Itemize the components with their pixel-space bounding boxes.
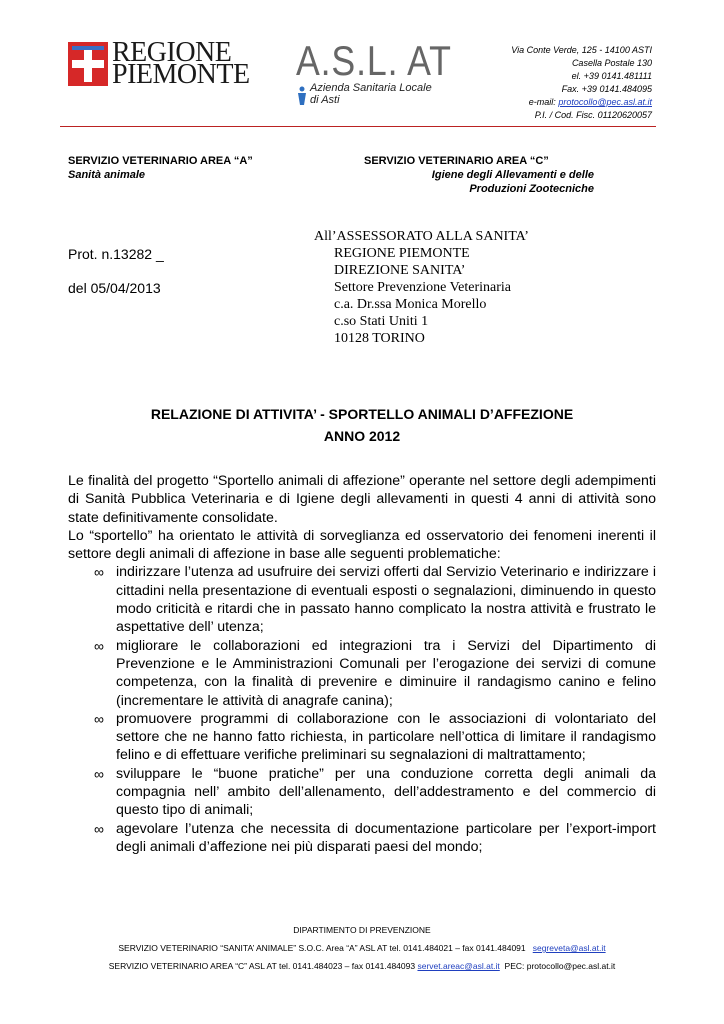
recipient-line3: DIREZIONE SANITA’ xyxy=(334,263,466,278)
footer-email-c-link[interactable]: servet.areac@asl.at.it xyxy=(417,961,500,971)
contact-address: Via Conte Verde, 125 - 14100 ASTI xyxy=(511,45,652,55)
contact-email-link[interactable]: protocollo@pec.asl.at.it xyxy=(558,97,652,107)
recipient-line4: Settore Prevenzione Veterinaria xyxy=(334,280,512,295)
service-c-subtitle-1: Igiene degli Allevamenti e delle xyxy=(431,169,594,181)
asl-figure-icon xyxy=(296,86,308,111)
infinity-bullet-icon: ∞ xyxy=(94,820,104,837)
asl-sub-line1: Azienda Sanitaria Locale xyxy=(310,82,432,94)
protocol-date: del 05/04/2013 xyxy=(68,280,161,296)
contact-tel: el. +39 0141.481111 xyxy=(571,71,652,81)
regione-piemonte-logo xyxy=(68,37,250,90)
footer-line-area-a: SERVIZIO VETERINARIO “SANITA’ ANIMALE” S.O.C. Area “A” ASL AT tel. 0141.484021 – fax 0141.484091 segreveta@asl.at.it xyxy=(118,943,606,953)
list-item: ∞ agevolare l’utenza che necessita di documentazione particolare per l’export-import degli animali d’affezione nei più disparati paesi del mondo; xyxy=(94,820,656,855)
protocol-number: Prot. n.13282 _ xyxy=(68,246,164,262)
footer-email-a-link[interactable]: segreveta@asl.at.it xyxy=(532,943,606,953)
list-item: ∞ promuovere programmi di collaborazione con le associazioni di volontariato del settore che ne hanno fatto richiesta, in particolare nell’ottica di limitare il randagismo felino e di effettuare verifiche preliminari su segnalazioni di maltrattamento; xyxy=(94,710,656,764)
problem-list xyxy=(68,563,656,856)
recipient-line6: c.so Stati Uniti 1 xyxy=(334,314,429,329)
service-area-a xyxy=(68,154,253,182)
service-c-title: SERVIZIO VETERINARIO AREA “C” xyxy=(364,155,549,167)
infinity-bullet-icon: ∞ xyxy=(94,710,104,727)
asl-name: A.S.L. AT xyxy=(296,37,452,84)
body-paragraph-2: Lo “sportello” ha orientato le attività di sorveglianza ed osservatorio dei fenomeni inerenti il settore degli animali di affezione in base alle seguenti problematiche: xyxy=(68,527,656,563)
contact-piva: P.I. / Cod. Fisc. 01120620057 xyxy=(534,110,652,120)
infinity-bullet-icon: ∞ xyxy=(94,564,104,581)
infinity-bullet-icon: ∞ xyxy=(94,765,104,782)
recipient-address xyxy=(314,228,529,347)
recipient-line2: REGIONE PIEMONTE xyxy=(334,246,470,261)
footer-pec: PEC: protocollo@pec.asl.at.it xyxy=(504,961,616,971)
footer-department: DIPARTIMENTO DI PREVENZIONE xyxy=(293,925,431,935)
list-item: ∞ indirizzare l’utenza ad usufruire dei servizi offerti dal Servizio Veterinario e indirizzare i cittadini nella presentazione di eventuali esposti o segnalazioni, diminuendo in questo modo criticità e ritardi che in passato hanno complicato la nostra attività e frustrato le aspettative dell’ utenza; xyxy=(94,564,656,636)
contact-po-box: Casella Postale 130 xyxy=(571,58,652,68)
list-item: ∞ sviluppare le “buone pratiche” per una conduzione corretta degli animali da compagnia nell’ ambito dell’allenamento, dell’addestramento e del commercio di questo tipo di animali; xyxy=(94,765,656,819)
service-c-subtitle-2: Produzioni Zootecniche xyxy=(469,183,594,195)
regione-line1: REGIONE xyxy=(112,37,232,68)
contact-email-line xyxy=(511,96,652,109)
contact-email-label: e-mail: xyxy=(528,97,559,107)
recipient-line7: 10128 TORINO xyxy=(334,331,425,346)
asl-logo xyxy=(296,37,479,106)
service-area-c xyxy=(364,154,594,196)
contact-fax: Fax. +39 0141.484095 xyxy=(561,84,652,94)
asl-sub-line2: di Asti xyxy=(310,94,340,106)
document-title: RELAZIONE DI ATTIVITA’ - SPORTELLO ANIMALI D’AFFEZIONE xyxy=(150,406,574,422)
list-item: ∞ migliorare le collaborazioni ed integrazioni tra i Servizi del Dipartimento di Prevenzione e le Amministrazioni Comunali per l’erogazione dei servizi di comune competenza, con la finalità di prevenire e diminuire il randagismo canino e felino (incrementare le attività di anagrafe canina); xyxy=(94,637,656,709)
recipient-line5: c.a. Dr.ssa Monica Morello xyxy=(334,297,487,312)
service-a-subtitle: Sanità animale xyxy=(68,169,146,181)
infinity-bullet-icon: ∞ xyxy=(94,637,104,654)
document-body xyxy=(68,472,656,856)
header-divider xyxy=(60,126,656,127)
regione-piemonte-flag-icon xyxy=(68,42,108,86)
service-a-title: SERVIZIO VETERINARIO AREA “A” xyxy=(68,155,253,167)
document-subtitle: ANNO 2012 xyxy=(323,428,401,444)
contact-block xyxy=(511,44,652,122)
regione-line2: PIEMONTE xyxy=(112,59,250,90)
recipient-line1: All’ASSESSORATO ALLA SANITA’ xyxy=(314,229,529,244)
footer-line-area-c: SERVIZIO VETERINARIO AREA “C” ASL AT tel. 0141.484023 – fax 0141.484093 servet.areac@asl.at.it PEC: protocollo@pec.asl.at.it xyxy=(108,961,616,971)
body-paragraph-1: Le finalità del progetto “Sportello animali di affezione” operante nel settore degli adempimenti di Sanità Pubblica Veterinaria e di Igiene degli allevamenti in questi 4 anni di attività sono state definitivamente consolidate. xyxy=(68,473,656,526)
